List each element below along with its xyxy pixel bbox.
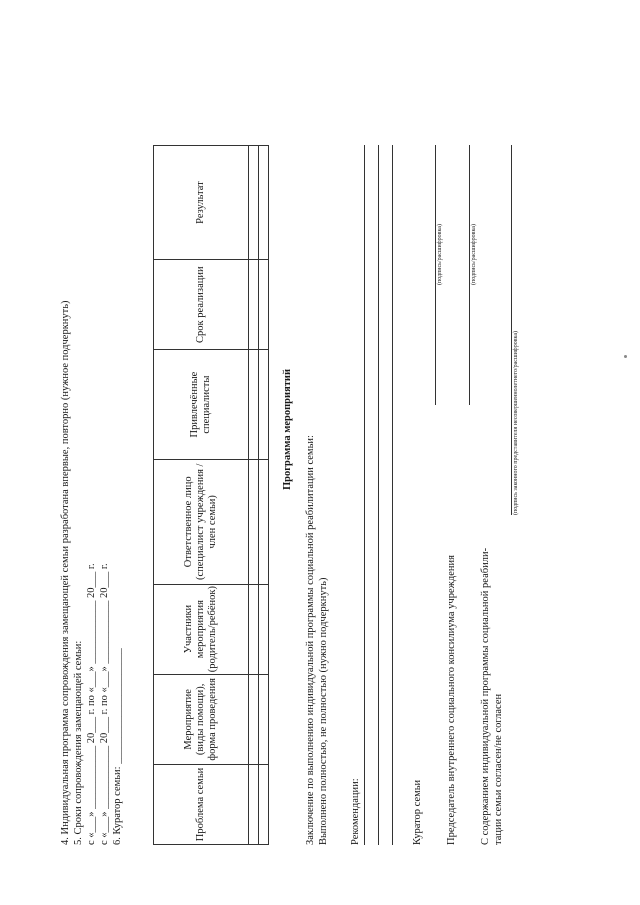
table-cell: [259, 260, 269, 350]
table-cell: [259, 350, 269, 460]
curator-signature-label: Куратор семьи: [412, 779, 423, 845]
signature-caption: (подпись/расшифровка): [437, 224, 443, 285]
column-header: Ответственное лицо (специалист учреждения / член семьи): [154, 460, 249, 584]
signature-caption: (подпись законного представителя несовершеннолетнего/расшифровка): [513, 330, 519, 515]
program-title: Программа мероприятий: [282, 368, 293, 490]
conclusion-text: Заключение по выполнению индивидуальной программы социальной реабилитации семьи:: [305, 435, 316, 845]
table-cell: [259, 146, 269, 260]
conclusion-choice: Выполнено полностью, не полностью (нужно подчеркнуть): [318, 577, 329, 845]
signature-caption: (подпись/расшифровка): [471, 224, 477, 285]
signature-line: [469, 145, 470, 405]
signature-line: [511, 145, 512, 515]
underline: [364, 145, 365, 845]
section-4-text: 4. Индивидуальная программа сопровождения замещающей семьи разработана впервые, повторно (нужное подчеркнуть): [60, 300, 71, 845]
table-row: [249, 146, 259, 845]
table-cell: [249, 764, 259, 844]
column-header: Результат: [154, 146, 249, 260]
table-cell: [249, 146, 259, 260]
agreement-text: С содержанием индивидуальной программы социальной реабили-: [480, 547, 491, 845]
table-cell: [249, 584, 259, 674]
underline: [378, 145, 379, 845]
column-header: Проблема семьи: [154, 764, 249, 844]
section-6-text: 6. Куратор семьи: ______________________: [112, 648, 123, 845]
recommendations-label: Рекомендации:: [350, 778, 361, 845]
section-5-text: 5. Сроки сопровождения замещающей семьи:: [73, 640, 84, 845]
column-header: Срок реализации: [154, 260, 249, 350]
rotated-document-sheet: [60, 55, 530, 845]
table-cell: [259, 764, 269, 844]
table-cell: [249, 674, 259, 764]
agreement-text-cont: тации семьи согласен/не согласен: [493, 693, 504, 845]
chairman-signature-label: Председатель внутреннего социального консилиума учреждения: [446, 555, 457, 845]
scan-speck: [624, 355, 627, 358]
column-header: Привлечённые специалисты: [154, 350, 249, 460]
program-table: [153, 145, 269, 845]
table-cell: [259, 584, 269, 674]
signature-line: [435, 145, 436, 405]
table-cell: [259, 460, 269, 584]
period-line-2: с «___» ____________ 20___ г. по «___» ____________ 20___ г.: [99, 563, 110, 845]
table-cell: [259, 674, 269, 764]
table-cell: [249, 260, 259, 350]
underline: [392, 145, 393, 845]
column-header: Мероприятие (виды помощи), форма проведения: [154, 674, 249, 764]
table-cell: [249, 460, 259, 584]
table-cell: [249, 350, 259, 460]
period-line-1: с «___» ____________ 20___ г. по «___» ____________ 20___ г.: [86, 563, 97, 845]
table-row: [259, 146, 269, 845]
column-header: Участники мероприятия (родитель/ребёнок): [154, 584, 249, 674]
table-header-row: [154, 146, 249, 845]
